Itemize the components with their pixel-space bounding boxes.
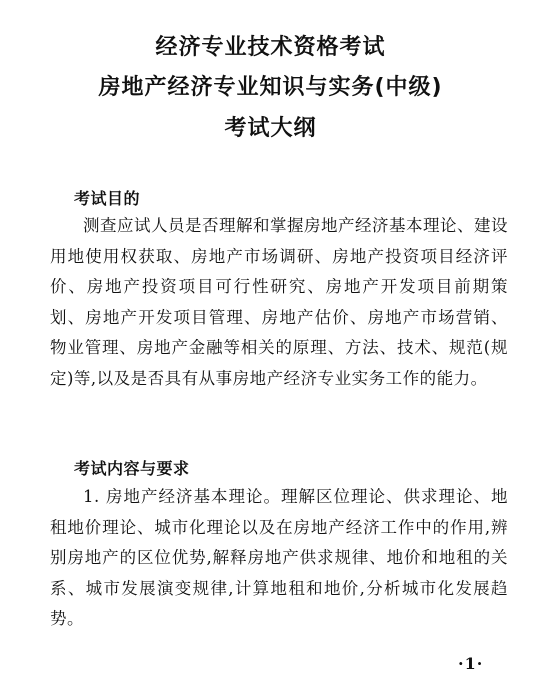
document-title-line-1: 经济专业技术资格考试 [155,35,386,60]
section-paragraph-exam-purpose: 测查应试人员是否理解和掌握房地产经济基本理论、建设用地使用权获取、房地产市场调研、房地产投资项目经济评价、房地产投资项目可行性研究、房地产开发项目前期策划、房地产开发项目管理、房地产估价、房地产市场营销、物业管理、房地产金融等相关的原理、方法、技术、规范(规定)等,以及是否具有从事房地产经济专业实务工作的能力。 [50,216,508,388]
document-title-line-2: 房地产经济专业知识与实务(中级) [98,75,443,100]
section-paragraph-exam-content: 1. 房地产经济基本理论。理解区位理论、供求理论、地租地价理论、城市化理论以及在房地产经济工作中的作用,辨别房地产的区位优势,解释房地产供求规律、地价和地租的关系、城市发展演变规律,计算地租和地价,分析城市化发展趋势。 [50,487,508,628]
document-title-line-3: 考试大纲 [224,116,317,141]
section-heading-exam-content: 考试内容与要求 [74,459,190,478]
page-number: ·1· [458,654,484,673]
section-heading-exam-purpose: 考试目的 [74,189,141,208]
